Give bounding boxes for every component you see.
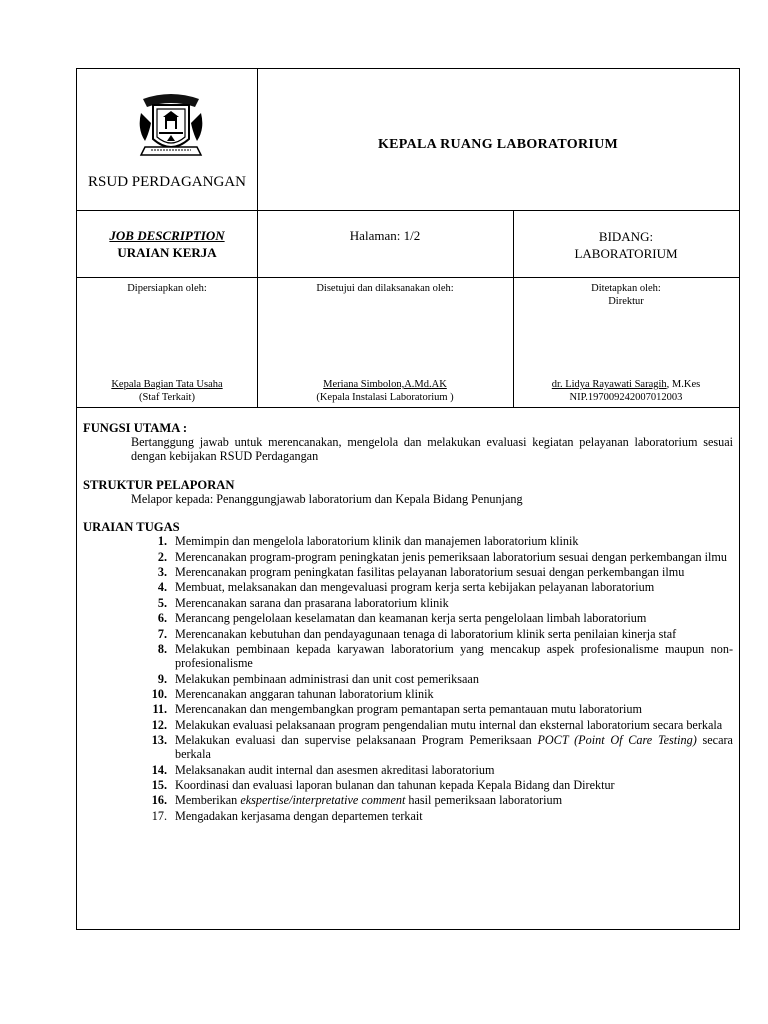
task-text: Merencanakan kebutuhan dan pendayagunaan tenaga di laboratorium klinik serta penilaian kinerja staf	[175, 626, 677, 641]
header-row	[77, 69, 739, 211]
task-number: 15.	[151, 778, 167, 793]
approved-label: Disetujui dan dilaksanakan oleh:	[316, 283, 454, 294]
struktur-section	[83, 478, 733, 506]
set-nip: NIP.197009242007012003	[569, 392, 683, 403]
set-role: Direktur	[608, 296, 644, 307]
fungsi-heading: FUNGSI UTAMA :	[83, 421, 188, 435]
task-number: 2.	[157, 549, 167, 564]
task-number: 10.	[151, 686, 167, 701]
task-item	[83, 534, 733, 548]
task-italic-text: ekspertise/interpretative comment	[240, 793, 406, 808]
task-number: 3.	[157, 565, 167, 579]
task-number: 6.	[157, 611, 167, 626]
task-text-end: hasil pemeriksaan laboratorium	[405, 793, 563, 808]
fungsi-text: Bertanggung jawab untuk merencanakan, mengelola dan melakukan evaluasi kegiatan pelayanan laboratorium sesuai dengan kebijakan RSUD Perdagangan	[131, 435, 733, 464]
job-info-row	[77, 211, 739, 278]
task-list	[83, 534, 733, 823]
set-name-line	[513, 378, 739, 391]
set-by	[513, 378, 739, 404]
task-text: Merencanakan program-program peningkatan jenis pemeriksaan laboratorium sesuai dengan perkembangan ilmu	[175, 549, 727, 564]
task-text: Merencanakan anggaran tahunan laboratorium klinik	[175, 686, 434, 701]
task-item	[83, 733, 733, 761]
task-text: Melakukan pembinaan kepada karyawan laboratorium yang mencakup aspek profesionalisme maupun non-profesionalisme	[175, 641, 733, 671]
struktur-text: Melapor kepada: Penanggungjawab laboratorium dan Kepala Bidang Penunjang	[131, 491, 523, 506]
task-text: Merencanakan program peningkatan fasilitas pelayanan laboratorium sesuai dengan perkembangan ilmu	[175, 565, 685, 579]
task-item	[83, 702, 733, 716]
set-label-block	[513, 282, 739, 308]
bidang-value: LABORATORIUM	[574, 246, 678, 261]
task-number: 12.	[151, 717, 167, 732]
task-text: Merencanakan dan mengembangkan program pemantapan serta pemantauan mutu laboratorium	[175, 702, 643, 717]
task-text-end: secara berkala	[175, 733, 733, 762]
prepared-name: Kepala Bagian Tata Usaha	[111, 379, 223, 390]
set-label: Ditetapkan oleh:	[591, 283, 661, 294]
task-number: 5.	[157, 595, 167, 610]
task-item	[83, 642, 733, 670]
task-number: 8.	[157, 641, 167, 656]
set-name: dr. Lidya Rayawati Saragih	[551, 379, 667, 390]
task-text: Mengadakan kerjasama dengan departemen terkait	[175, 808, 423, 823]
prepared-by	[77, 378, 257, 404]
job-description-sheet	[76, 68, 740, 930]
task-text: Koordinasi dan evaluasi laporan bulanan dan tahunan kepada Kepala Bidang dan Direktur	[175, 778, 615, 793]
bidang-field	[513, 228, 739, 262]
task-item	[83, 580, 733, 594]
task-text: Melaksanakan audit internal dan asesmen akreditasi laboratorium	[175, 762, 495, 777]
task-item	[83, 793, 733, 807]
task-number: 1.	[157, 534, 167, 549]
uraian-kerja-title: URAIAN KERJA	[117, 245, 217, 260]
task-number: 7.	[157, 626, 167, 641]
task-text: Merencanakan sarana dan prasarana laboratorium klinik	[175, 595, 449, 610]
task-item	[83, 627, 733, 641]
task-item	[83, 550, 733, 564]
task-item	[83, 672, 733, 686]
task-item	[83, 611, 733, 625]
uraian-heading: URAIAN TUGAS	[83, 520, 180, 535]
fungsi-section	[83, 421, 733, 464]
job-description-title: JOB DESCRIPTION	[109, 228, 225, 243]
task-item	[83, 763, 733, 777]
task-number: 4.	[157, 580, 167, 595]
document-title: KEPALA RUANG LABORATORIUM	[377, 137, 619, 152]
set-suffix: , M.Kes	[666, 379, 701, 390]
task-text: Melakukan evaluasi dan supervise pelaksanaan Program Pemeriksaan	[175, 733, 538, 748]
task-item	[83, 687, 733, 701]
task-number: 16.	[151, 793, 167, 808]
task-number: 14.	[151, 762, 167, 777]
org-name: RSUD PERDAGANGAN	[88, 174, 246, 190]
task-item	[83, 778, 733, 792]
task-text: Memimpin dan mengelola laboratorium klinik dan manajemen laboratorium klinik	[175, 534, 579, 549]
task-text: Membuat, melaksanakan dan mengevaluasi program kerja serta kebijakan pelayanan laboratorium	[175, 580, 655, 595]
uraian-section	[83, 520, 733, 823]
task-item	[83, 718, 733, 732]
page-number: Halaman: 1/2	[349, 228, 421, 243]
task-item	[83, 596, 733, 610]
approved-by	[257, 378, 513, 404]
task-text: Melakukan evaluasi pelaksanaan program pengendalian mutu internal dan eksternal laboratorium secara berkala	[175, 717, 723, 732]
struktur-heading: STRUKTUR PELAPORAN	[83, 477, 235, 492]
approved-name: Meriana Simbolon,A.Md.AK	[323, 379, 447, 390]
task-item	[83, 809, 733, 823]
task-number: 17.	[151, 808, 167, 823]
job-body	[83, 421, 733, 824]
task-text: Memberikan	[175, 793, 241, 808]
hospital-crest-icon	[133, 89, 209, 165]
task-item	[83, 565, 733, 579]
task-number: 11.	[152, 702, 167, 717]
task-italic-text: POCT (Point Of Care Testing)	[537, 733, 697, 748]
job-description-label	[77, 227, 257, 261]
bidang-label: BIDANG:	[598, 229, 654, 244]
task-text: Melakukan pembinaan administrasi dan unit cost pemeriksaan	[175, 671, 479, 686]
task-number: 13.	[151, 733, 167, 748]
prepared-label: Dipersiapkan oleh:	[127, 283, 207, 294]
task-text: Merancang pengelolaan keselamatan dan keamanan kerja serta pengelolaan limbah laboratorium	[175, 611, 647, 626]
approved-role: (Kepala Instalasi Laboratorium )	[316, 392, 454, 403]
prepared-role: (Staf Terkait)	[139, 392, 195, 403]
task-number: 9.	[157, 671, 167, 686]
signatures-row	[77, 278, 739, 408]
